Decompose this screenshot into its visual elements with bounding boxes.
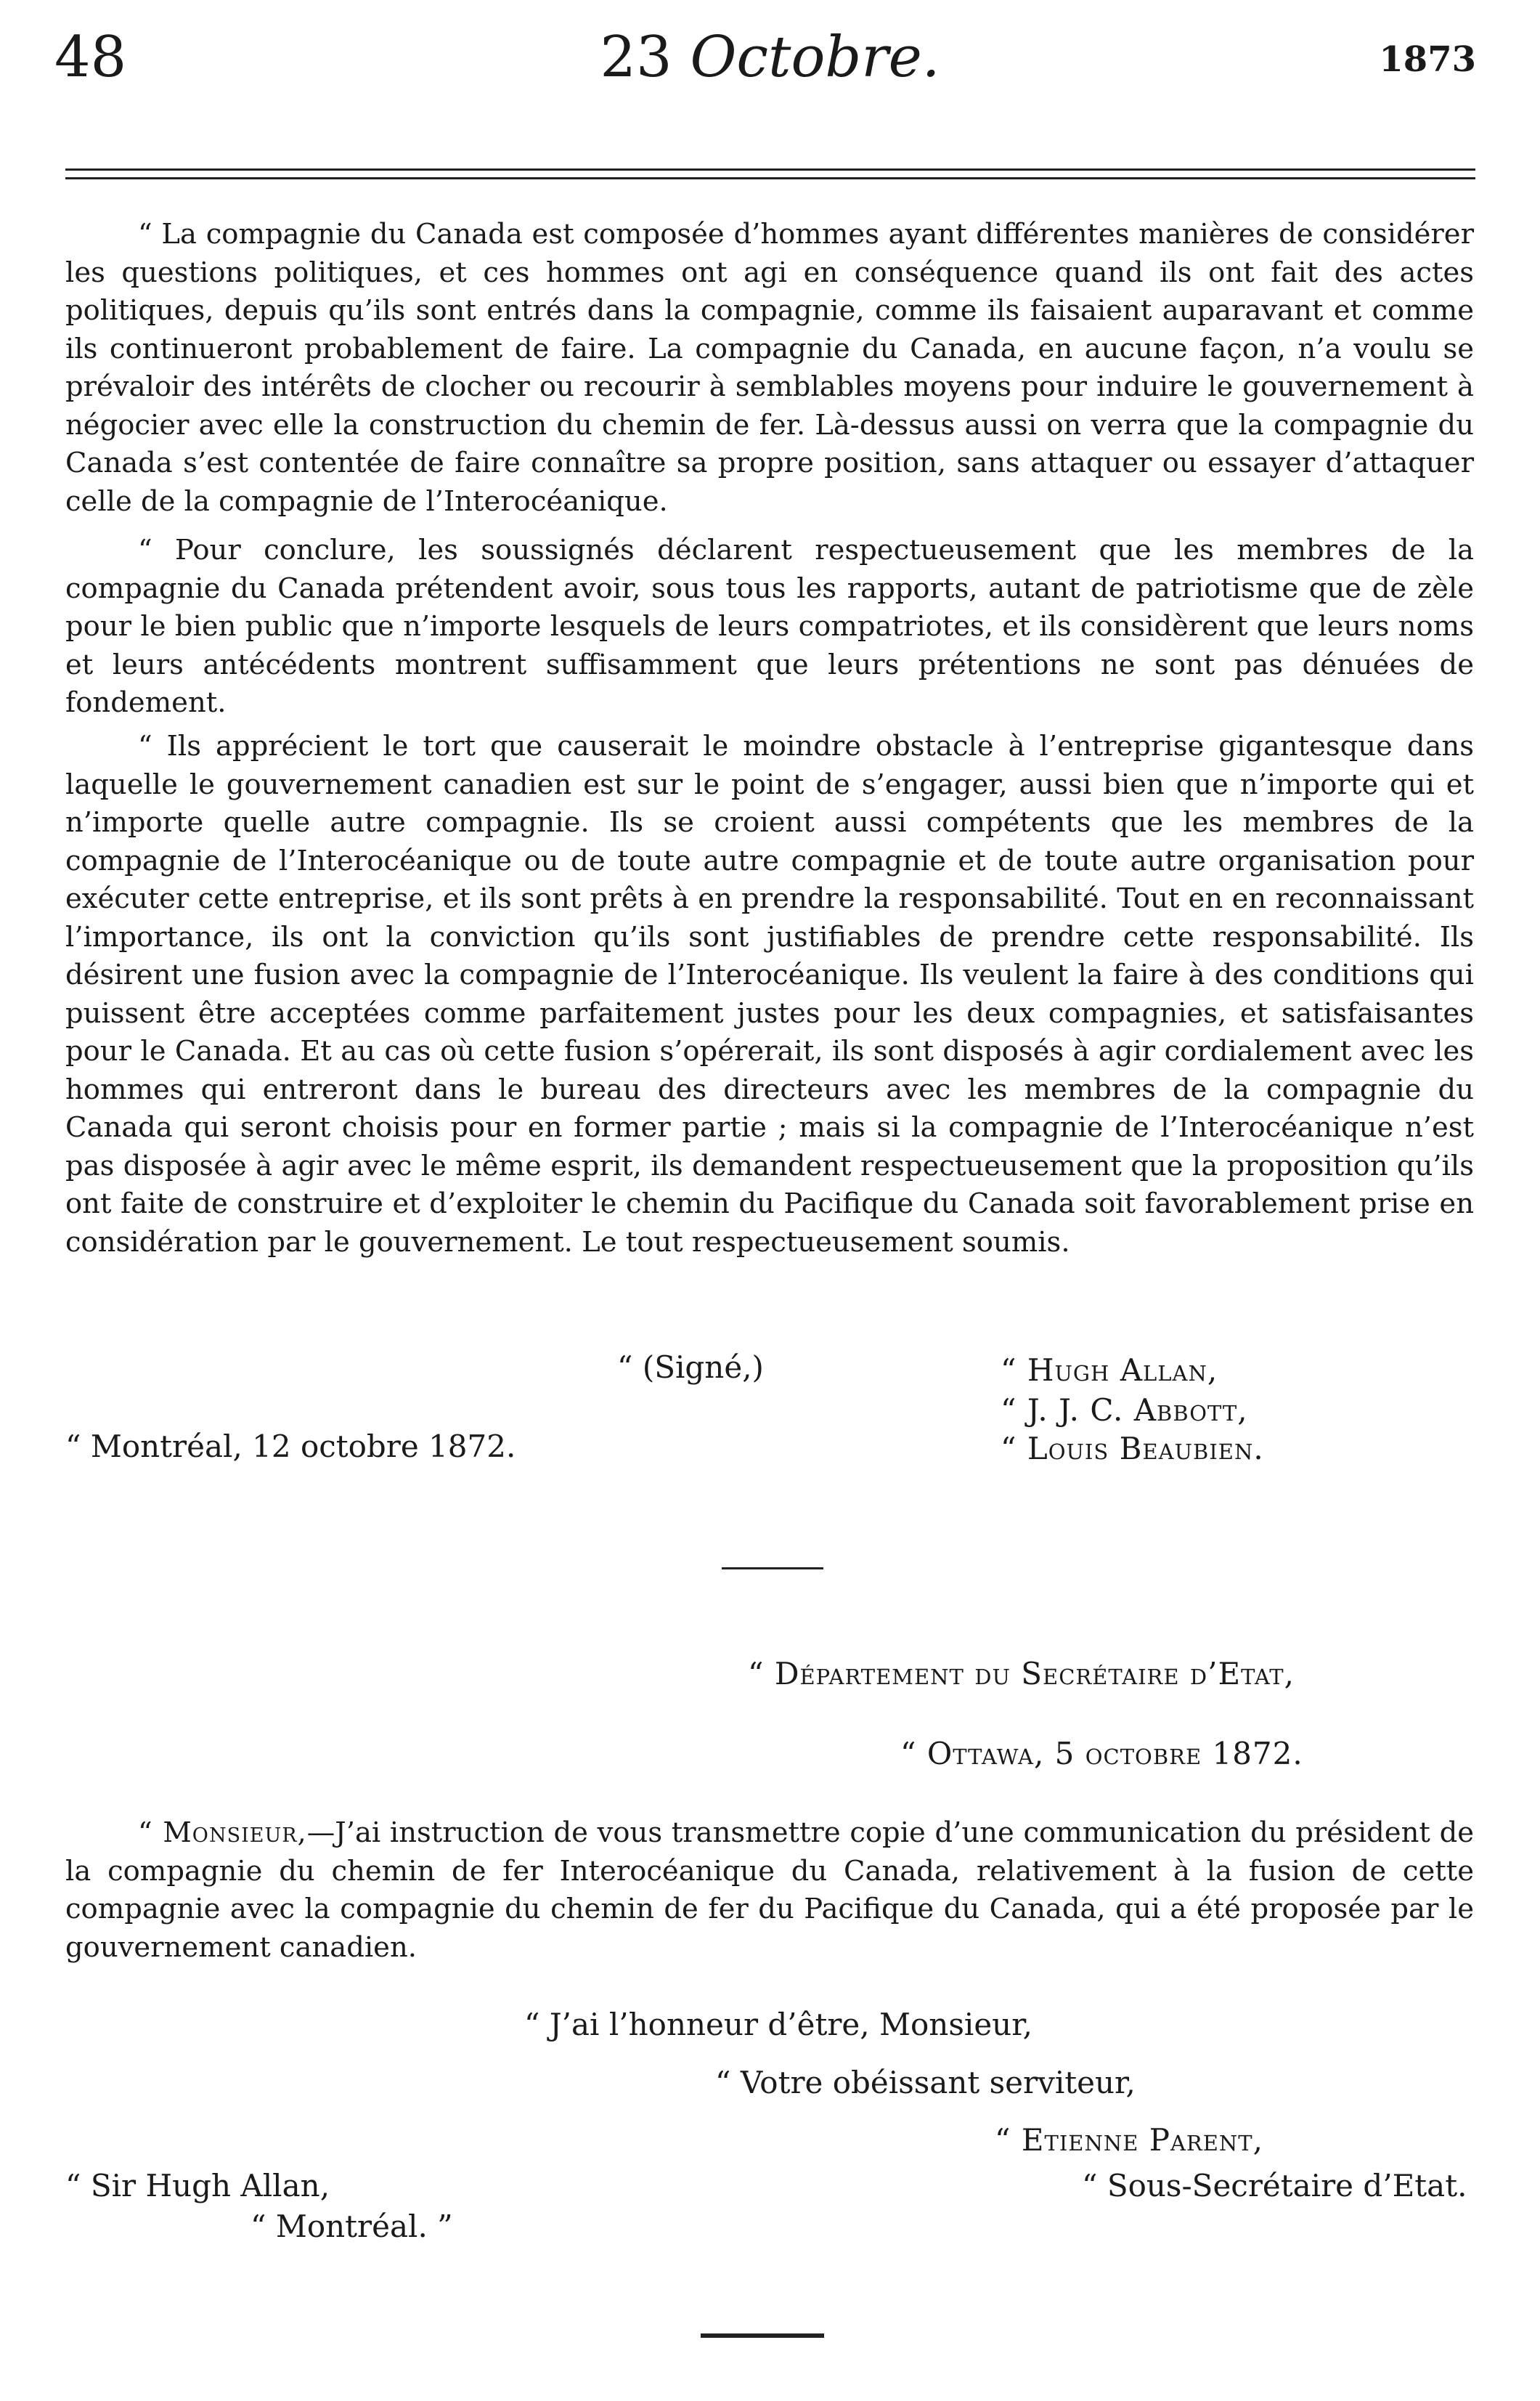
page-number: 48 xyxy=(54,25,127,90)
letter2-place-date: “ Ottawa, 5 octobre 1872. xyxy=(900,1736,1303,1771)
signatory-3: “ Louis Beaubien. xyxy=(1001,1431,1264,1466)
end-separator xyxy=(701,2333,824,2338)
department-heading: “ Département du Secrétaire d’Etat, xyxy=(748,1656,1295,1691)
section-separator xyxy=(722,1567,823,1569)
closing-line-2: “ Votre obéissant serviteur, xyxy=(715,2065,1136,2100)
salutation: “ Monsieur, xyxy=(138,1816,307,1849)
letter1-paragraph-1: “ La compagnie du Canada est composée d’hommes ayant différentes manières de considérer les questions politiques, et ces hommes ont agi en conséquence quand ils ont fait des actes politiques, depuis qu’ils sont entrés dans la compagnie, comme ils faisaient auparavant et comme ils continueront probablement de faire. La compagnie du Canada, en aucune façon, n’a voulu se prévaloir des intérêts de clocher ou recourir à semblables moyens pour induire le gouvernement à négocier avec elle la construction du chemin de fer. Là-dessus aussi on verra que la compagnie du Canada s’est contentée de faire connaître sa propre position, sans attaquer ou essayer d’attaquer celle de la compagnie de l’Interocéanique. xyxy=(65,218,1474,518)
addressee-name: “ Sir Hugh Allan, xyxy=(65,2168,330,2203)
header-rule-bottom xyxy=(65,177,1475,179)
letter1-paragraph-3: “ Ils apprécient le tort que causerait le moindre obstacle à l’entreprise gigantesque dans laquelle le gouvernement canadien est sur le point de s’engager, aussi bien que n’importe qui et n’importe quelle autre compagnie. Ils se croient aussi compétents que les membres de la compagnie de l’Interocéanique ou de toute autre compagnie et de toute autre organisation pour exécuter cette entreprise, et ils sont prêts à en prendre la responsabilité. Tout en en reconnaissant l’importance, ils ont la conviction qu’ils sont justifiables de prendre cette responsabilité. Ils désirent une fusion avec la compagnie de l’Interocéanique. Ils veulent la faire à des conditions qui puissent être acceptées comme parfaitement justes pour les deux compagnies, et satisfaisantes pour le Canada. Et au cas où cette fusion s’opérerait, ils sont disposés à agir cordialement avec les hommes qui entreront dans le bureau des directeurs avec les membres de la compagnie du Canada qui seront choisis pour en former partie ; mais si la compagnie de l’Interocéanique n’est pas disposée à agir avec le même esprit, ils demandent respectueusement que la proposition qu’ils ont faite de construire et d’exploiter le chemin du Pacifique du Canada soit favorablement prise en considération par le gouvernement. Le tout respectueusement soumis. xyxy=(65,730,1474,1259)
closing-line-1: “ J’ai l’honneur d’être, Monsieur, xyxy=(524,2007,1033,2042)
addressee-city: “ Montréal. ” xyxy=(250,2209,453,2244)
signer-name: “ Etienne Parent, xyxy=(995,2122,1263,2158)
page-year: 1873 xyxy=(1379,39,1476,80)
letter1-place-date: “ Montréal, 12 octobre 1872. xyxy=(65,1429,516,1464)
signer-title: “ Sous-Secrétaire d’Etat. xyxy=(1082,2168,1467,2203)
signatory-1: “ Hugh Allan, xyxy=(1001,1352,1218,1388)
signed-label: “ (Signé,) xyxy=(617,1349,764,1385)
page-date xyxy=(0,25,1540,90)
signatory-2: “ J. J. C. Abbott, xyxy=(1001,1392,1248,1428)
letter2-body: “ Monsieur,—J’ai instruction de vous transmettre copie d’une communication du président de la compagnie du chemin de fer Interocéanique du Canada, relativement à la fusion de cette compagnie avec la compagnie du chemin de fer du Pacifique du Canada, qui a été proposée par le gouvernement canadien. xyxy=(65,1816,1474,1964)
date-day: 23 xyxy=(600,25,672,90)
header-rule-top xyxy=(65,168,1475,171)
letter1-paragraph-2: “ Pour conclure, les soussignés déclarent respectueusement que les membres de la compagnie du Canada prétendent avoir, sous tous les rapports, autant de patriotisme que de zèle pour le bien public que n’importe lesquels de leurs compatriotes, et ils considèrent que leurs noms et leurs antécédents montrent suffisamment que leurs prétentions ne sont pas dénuées de fondement. xyxy=(65,534,1474,719)
date-month: Octobre. xyxy=(690,25,940,90)
